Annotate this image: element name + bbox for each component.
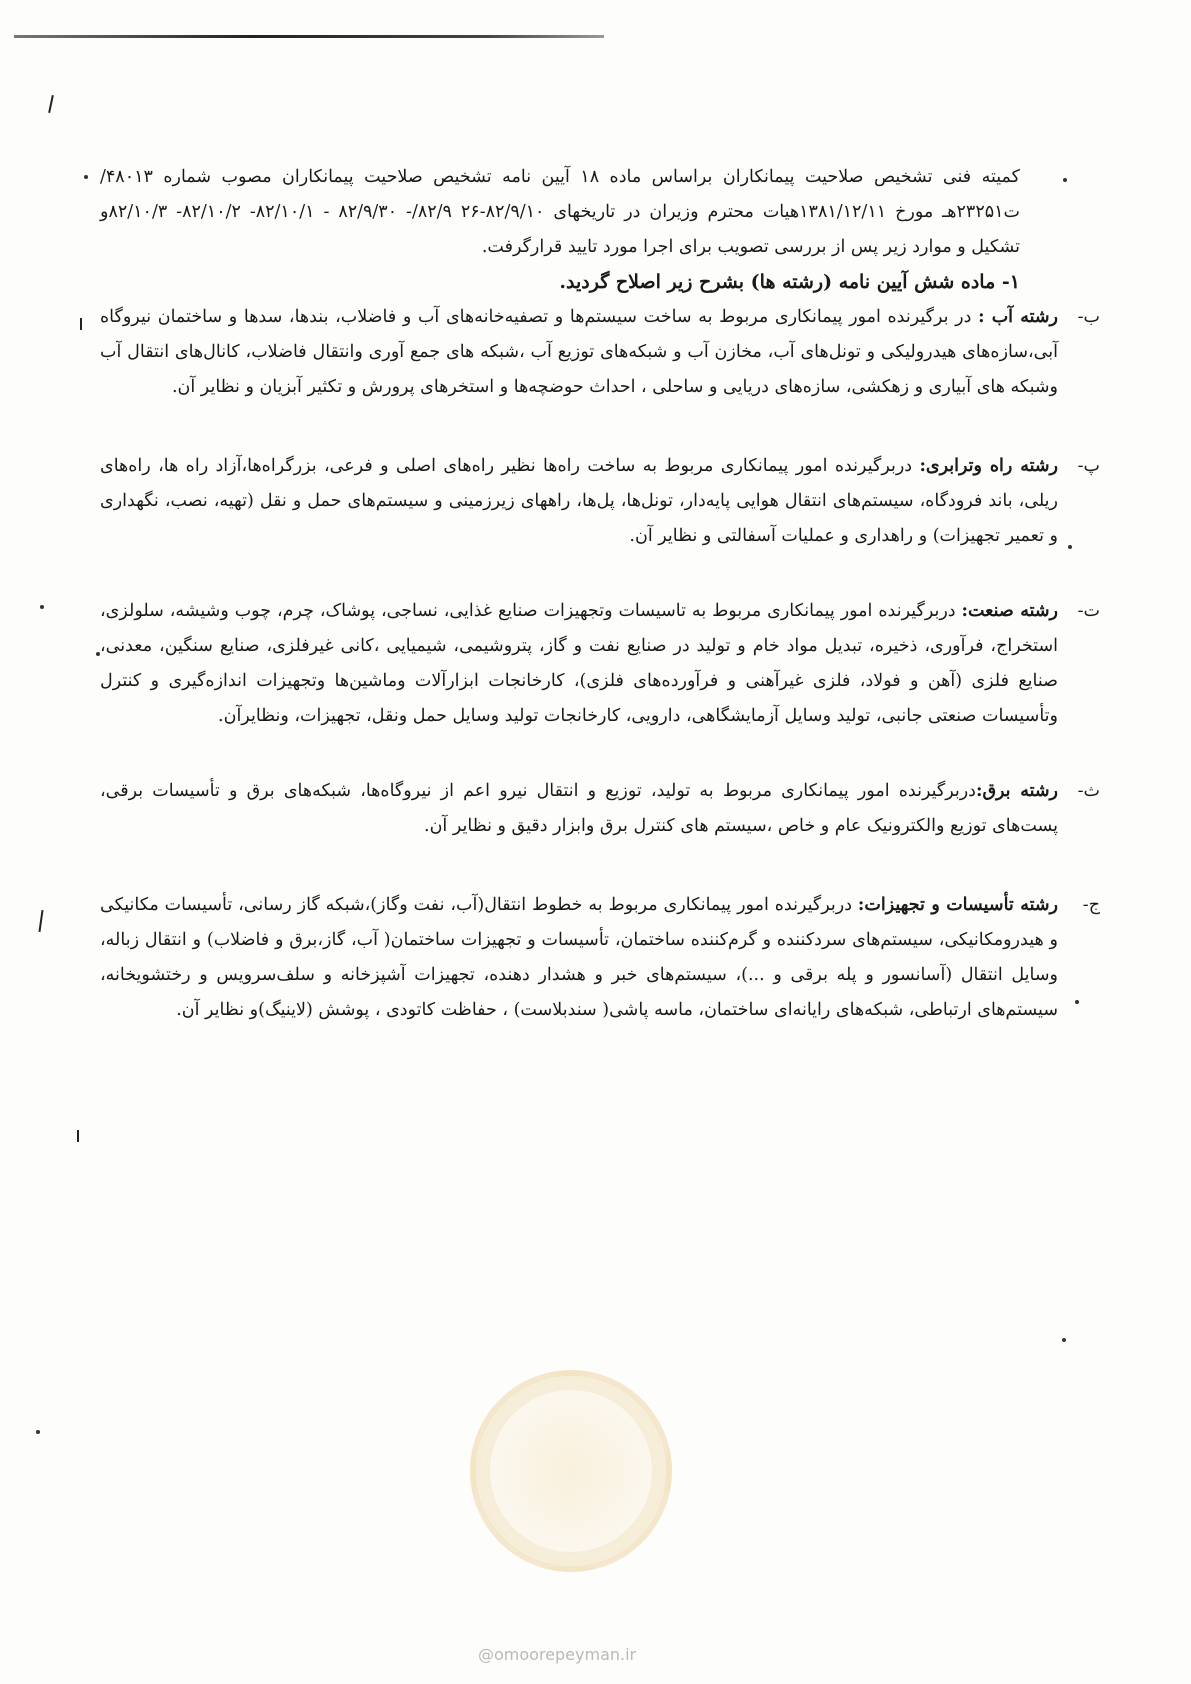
section-installations	[100, 888, 1100, 1028]
section-text: در برگیرنده امور پیمانکاری مربوط به ساخت سیستم‌ها و تصفیه‌خانه‌های آب و فاضلاب، بندها، سدها و ساختمان نیروگاه آبی،سازه‌های هیدرولیکی و تونل‌های آب، مخازن آب و شبکه‌های توزیع آب ،شبکه های جمع آوری وانتقال فاضلاب، کانال‌های انتقال آب وشبکه های آبیاری و زهکشی، سازه‌های دریایی و ساحلی ، احداث حوضچه‌ها و استخرهای پرورش و تکثیر آبزیان و نظایر آن.	[100, 307, 1058, 397]
section-industry	[100, 594, 1100, 734]
section-heading: رشته تأسیسات و تجهیزات:	[857, 895, 1058, 915]
scan-dot	[40, 605, 44, 609]
intro-paragraph: کمیته فنی تشخیص صلاحیت پیمانکاران براساس ماده ۱۸ آیین نامه تشخیص صلاحیت پیمانکاران مصوب شماره ۴۸۰۱۳/ت۲۳۲۵۱هـ مورخ ۱۳۸۱/۱۲/۱۱هیات محترم وزیران در تاریخهای ۸۲/۹/۱۰-۲۶ ۸۲/۹/- ۸۲/۹/۳۰ - ۸۲/۱۰/۱- ۸۲/۱۰/۲- ۸۲/۱۰/۳و تشکیل و موارد زیر پس از بررسی تصویب برای اجرا مورد تایید قرارگرفت.	[100, 167, 1020, 257]
scan-mark	[80, 318, 82, 330]
scan-dot	[36, 1430, 40, 1434]
section-heading: رشته راه وترابری:	[919, 456, 1059, 476]
document-body	[100, 160, 1100, 1028]
section-letter: ت-	[1077, 601, 1100, 621]
section-letter: پ-	[1077, 456, 1100, 476]
section-text: دربرگیرنده امور پیمانکاری مربوط به خطوط انتقال(آب، نفت وگاز)،شبکه گاز رسانی، تأسیسات مکانیکی و هیدرومکانیکی، سیستم‌های سردکننده و گرم‌کننده ساختمان، تأسیسات و تجهیزات ساختمان( آب، گاز،برق و فاضلاب) و انتقال زباله، وسایل انتقال (آسانسور و پله برقی و ...)، سیستم‌های خبر و هشدار دهنده، تجهیزات آشپزخانه و سلف‌سرویس و رختشویخانه، سیستم‌های ارتباطی، شبکه‌های رایانه‌ای ساختمان، ماسه پاشی( سندبلاست) ، حفاظت کاتودی ، پوشش (لاینیگ)و نظایر آن.	[100, 895, 1058, 1020]
section-text: دربرگیرنده امور پیمانکاری مربوط به تولید، توزیع و انتقال نیرو اعم از نیروگاه‌ها، شبکه‌های برق و تأسیسات برقی، پست‌های توزیع والکترونیک عام و خاص ،سیستم های کنترل برق وابزار دقیق و نظایر آن.	[100, 781, 1058, 836]
seal-stamp	[470, 1370, 672, 1572]
scan-dot	[1068, 545, 1072, 549]
section-letter: ب-	[1077, 307, 1100, 327]
section-water	[100, 300, 1100, 405]
scan-top-border	[14, 35, 604, 38]
scan-dot	[84, 175, 88, 179]
article-heading: ۱- ماده شش آیین نامه (رشته ها) بشرح زیر اصلاح گردید.	[559, 271, 1020, 293]
section-heading: رشته برق:	[975, 781, 1058, 801]
section-heading: رشته آب :	[978, 307, 1058, 327]
scan-dot	[1063, 178, 1067, 182]
scan-mark	[77, 1130, 79, 1142]
scan-mark	[48, 95, 54, 113]
watermark-text: @omoorepeyman.ir	[478, 1645, 637, 1664]
scan-dot	[96, 652, 100, 656]
section-electricity	[100, 774, 1100, 844]
scan-mark	[38, 910, 43, 932]
section-letter: ج-	[1082, 895, 1100, 915]
scan-dot	[1062, 1338, 1066, 1342]
section-heading: رشته صنعت:	[961, 601, 1058, 621]
scan-dot	[1075, 1000, 1079, 1004]
section-letter: ث-	[1077, 781, 1100, 801]
section-text: دربرگیرنده امور پیمانکاری مربوط به ساخت راه‌ها نظیر راه‌های اصلی و فرعی، بزرگراه‌ها،آزاد راه ها، راه‌های ریلی، باند فرودگاه، سیستم‌های انتقال هوایی پایه‌دار، تونل‌ها، پل‌ها، راههای زیرزمینی و سیستم‌های حمل و نقل (تهیه، نصب، نگهداری و تعمیر تجهیزات) و راهداری و عملیات آسفالتی و نظایر آن.	[100, 456, 1058, 546]
section-text: دربرگیرنده امور پیمانکاری مربوط به تاسیسات وتجهیزات صنایع غذایی، نساجی، پوشاک، چرم، چوب وشیشه، سلولزی، استخراج، فرآوری، ذخیره، تبدیل مواد خام و تولید در صنایع نفت و گاز، پتروشیمی، شیمیایی ،کانی غیرفلزی، صنایع سنگین، معدنی، صنایع فلزی (آهن و فولاد، فلزی غیرآهنی و فرآورده‌های فلزی)، کارخانجات ابزارآلات وماشین‌ها وتجهیزات اندازه‌گیری و کنترل وتأسیسات صنعتی جانبی، تولید وسایل آزمایشگاهی، دارویی، کارخانجات تولید وسایل حمل ونقل، تجهیزات، ونظایرآن.	[100, 601, 1058, 726]
section-roads	[100, 449, 1100, 554]
